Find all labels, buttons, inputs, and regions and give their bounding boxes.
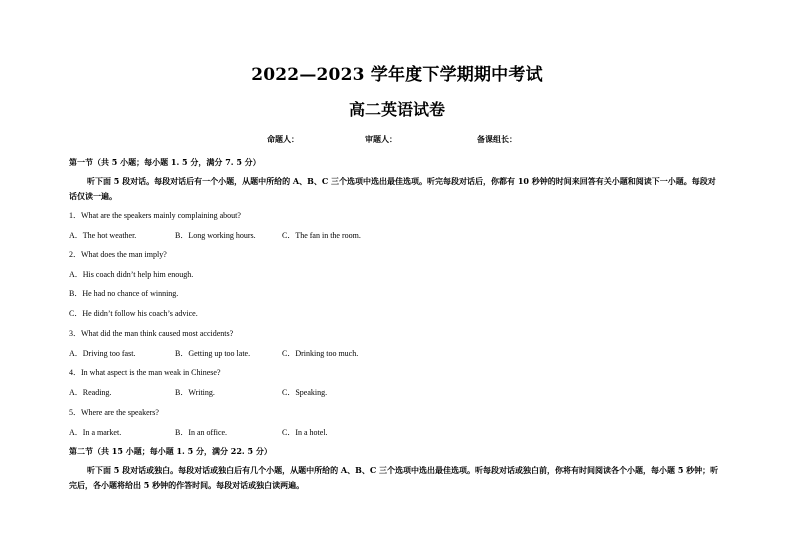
question-4-option-b: B．Writing. xyxy=(175,388,215,397)
question-5-stem: 5．Where are the speakers? xyxy=(69,408,159,417)
reviewer-label: 审题人： xyxy=(365,134,397,144)
question-3-option-a: A．Driving too fast. xyxy=(69,349,136,358)
question-2-stem: 2．What does the man imply? xyxy=(69,250,167,259)
question-4-option-a: A．Reading. xyxy=(69,388,112,397)
proposer-label: 命题人： xyxy=(267,134,299,144)
question-3-option-c: C．Drinking too much. xyxy=(282,349,359,358)
question-2-option-c: C．He didn’t follow his coach’s advice. xyxy=(69,309,198,318)
question-3-stem: 3．What did the man think caused most accidents? xyxy=(69,329,234,338)
question-1-option-c: C．The fan in the room. xyxy=(282,231,361,240)
group-leader-label: 备课组长： xyxy=(477,134,517,144)
question-1-stem: 1．What are the speakers mainly complaining about? xyxy=(69,211,241,220)
exam-title: 2022—2023 学年度下学期期中考试 xyxy=(251,65,543,85)
subject-title: 高二英语试卷 xyxy=(348,100,445,119)
section2-instructions: 听下面 5 段对话或独白。每段对话或独白后有几个小题，从题中所给的 A、B、C 三个选项中选出最佳选项。听每段对话或独白前，你将有时间阅读各个小题，每小题 5 秒钟；听完后，各小题将给出 5 秒钟的作答时间。每段对话或独白读两遍。 xyxy=(69,465,719,490)
question-2-option-b: B．He had no chance of winning. xyxy=(69,289,179,298)
question-3-option-b: B．Getting up too late. xyxy=(175,349,251,358)
question-4-stem: 4．In what aspect is the man weak in Chinese? xyxy=(69,368,221,377)
question-5-option-b: B．In an office. xyxy=(175,428,228,437)
question-5-option-c: C．In a hotel. xyxy=(282,428,328,437)
section1-heading: 第一节（共 5 小题；每小题 1. 5 分，满分 7. 5 分） xyxy=(69,157,261,167)
question-5-option-a: A．In a market. xyxy=(69,428,122,437)
section1-instructions: 听下面 5 段对话。每段对话后有一个小题，从题中所给的 A、B、C 三个选项中选出最佳选项。听完每段对话后，你都有 10 秒钟的时间来回答有关小题和阅读下一小题。每段对话仅读一遍。 xyxy=(69,176,716,201)
section2-heading: 第二节（共 15 小题；每小题 1. 5 分，满分 22. 5 分） xyxy=(69,446,272,456)
question-1-option-a: A．The hot weather. xyxy=(69,231,137,240)
question-1-option-b: B．Long working hours. xyxy=(175,231,256,240)
question-4-option-c: C．Speaking. xyxy=(282,388,328,397)
question-2-option-a: A．His coach didn’t help him enough. xyxy=(69,270,194,279)
